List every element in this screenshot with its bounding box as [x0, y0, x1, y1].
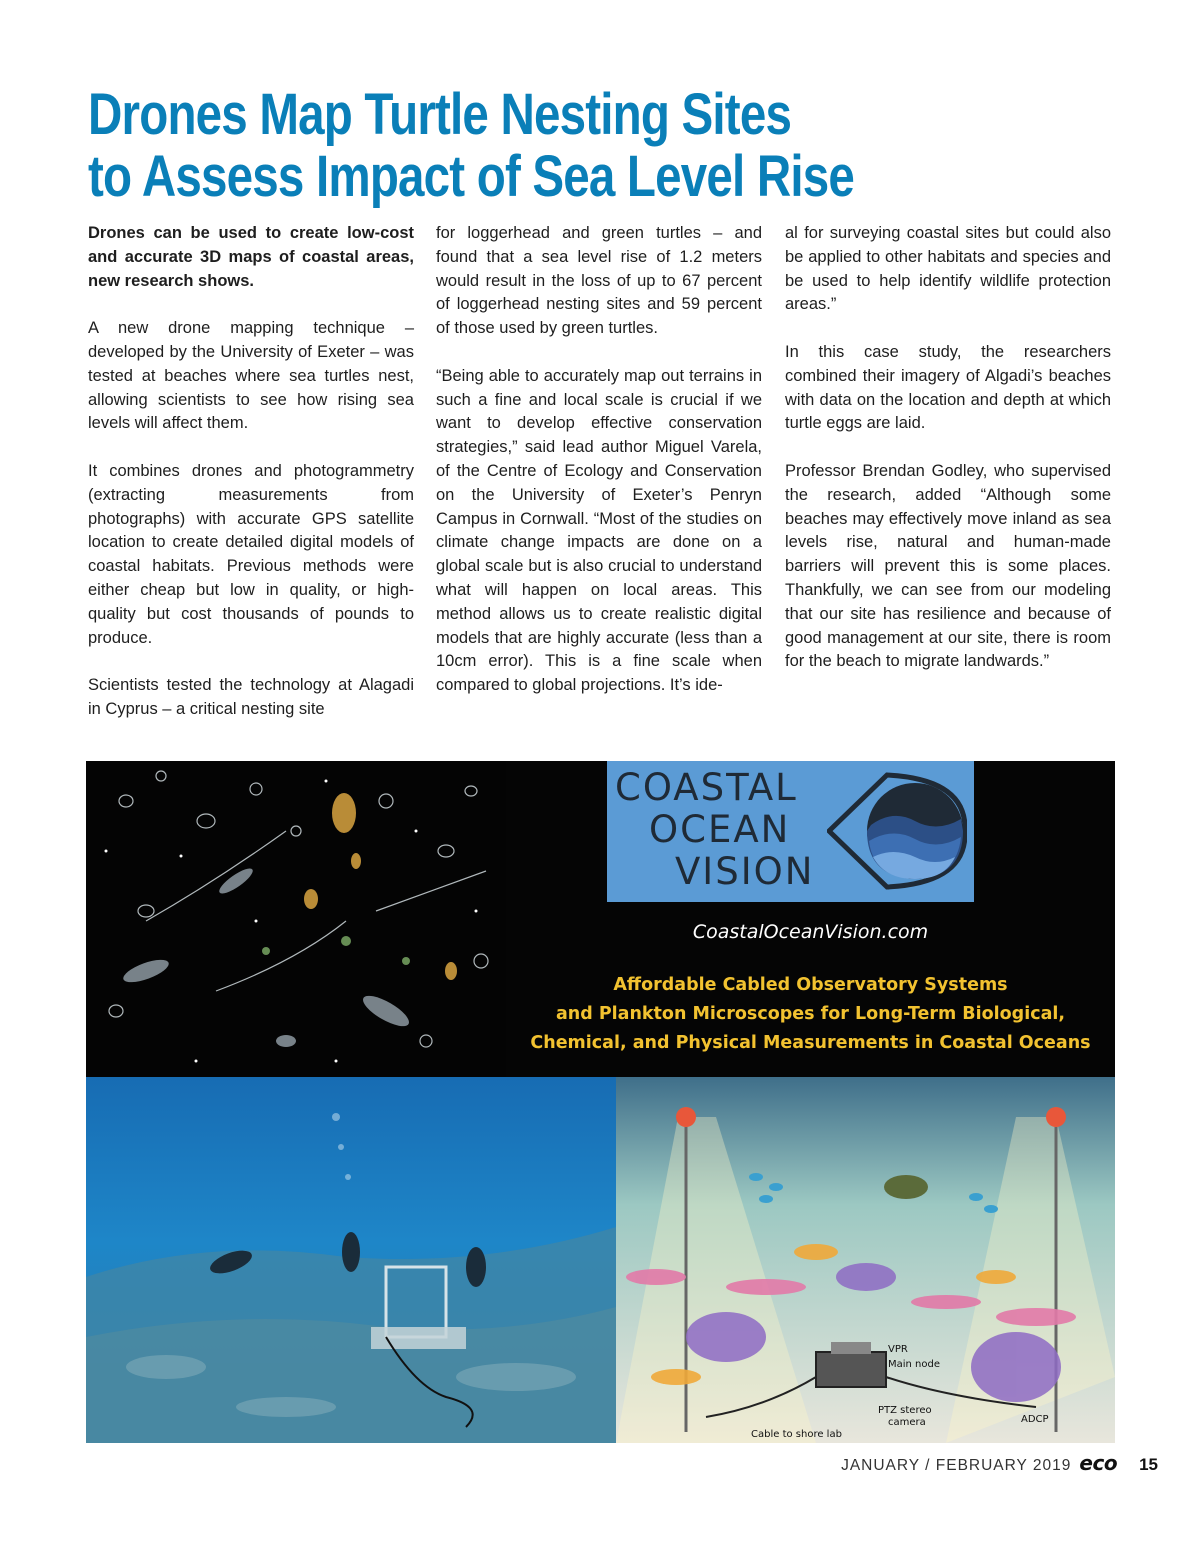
paragraph: In this case study, the researchers combined their imagery of Algadi’s beaches with data on the location and depth at which turtle eggs are laid. [785, 342, 1111, 433]
label-adcp: ADCP [1021, 1414, 1049, 1425]
logo-wordmark [615, 767, 814, 893]
headline-line-1: Drones Map Turtle Nesting Sites [88, 82, 792, 147]
advertisement [86, 761, 1115, 1443]
company-logo [607, 761, 974, 902]
column-2 [436, 222, 762, 722]
label-vpr: VPR [888, 1344, 908, 1355]
headline-line-2: to Assess Impact of Sea Level Rise [88, 144, 855, 209]
label-cable: Cable to shore lab [751, 1429, 842, 1440]
plankton-image [86, 761, 506, 1077]
website-url: CoastalOceanVision.com [692, 921, 929, 943]
column-1 [88, 222, 414, 746]
logo-line-2: OCEAN [649, 808, 791, 851]
ad-tagline [506, 971, 1115, 1058]
logo-line-1: COASTAL [615, 766, 798, 809]
paragraph: It combines drones and photogrammetry (extracting measurements from photographs) with accurate GPS satellite location to create detailed digital models of coastal habitats. Previous methods were either cheap but low in quality, or high-quality but cost thousands of pounds to produce. [88, 461, 414, 647]
tagline-line-3: Chemical, and Physical Measurements in Coastal Oceans [530, 1033, 1091, 1053]
magazine-logo: eco [1079, 1451, 1118, 1475]
paragraph: “Being able to accurately map out terrains in such a fine and local scale is crucial if we want to develop effective conservation strategies,” said lead author Miguel Varela, of the Centre of Ecology and Conservation on the University of Exeter’s Penryn Campus in Cornwall. “Most of the studies on climate change impacts are done on a global scale but is also crucial to understand what will happen on local areas. This method allows us to create realistic digital models that are highly accurate (less than a 10cm error). This is a fine scale when compared to global projections. It’s ide- [436, 366, 762, 695]
paragraph: for loggerhead and green turtles – and found that a sea level rise of 1.2 meters would result in the loss of up to 67 percent of loggerhead nesting sites and 59 percent of those used by green turtles. [436, 224, 762, 338]
tagline-line-2: and Plankton Microscopes for Long-Term Biological, [555, 1004, 1066, 1024]
paragraph: al for surveying coastal sites but could also be applied to other habitats and species and be used to help identify wildlife protection areas.” [785, 224, 1111, 314]
observatory-illustration [616, 1077, 1115, 1443]
lead-paragraph: Drones can be used to create low-cost and accurate 3D maps of coastal areas, new research shows. [88, 224, 414, 290]
ad-banner [86, 761, 1115, 1077]
diver-photo [86, 1077, 616, 1443]
label-main-node: Main node [888, 1359, 941, 1370]
issue-date: JANUARY / FEBRUARY 2019 [841, 1457, 1072, 1474]
logo-line-3: VISION [675, 850, 815, 893]
headline [88, 84, 933, 208]
paragraph: A new drone mapping technique – developed by the University of Exeter – was tested at beaches where sea turtles nest, allowing scientists to see how rising sea levels will affect them. [88, 319, 414, 433]
label-ptz: PTZ stereo [878, 1405, 932, 1416]
page-number: 15 [1139, 1455, 1158, 1474]
label-ptz-camera: camera [888, 1417, 926, 1428]
tagline-line-1: Affordable Cabled Observatory Systems [613, 975, 1008, 995]
column-3 [785, 222, 1111, 698]
paragraph: Professor Brendan Godley, who supervised the research, added “Although some beaches may effectively move inland as sea levels rise, natural and human-made barriers will prevent this is some places. Thankfully, we can see from our modeling that our site has resilience and because of good management at our site, there is room for the beach to migrate landwards.” [785, 461, 1111, 671]
page-footer [841, 1451, 1158, 1475]
paragraph: Scientists tested the technology at Alagadi in Cyprus – a critical nesting site [88, 676, 414, 718]
eye-icon [827, 769, 967, 893]
